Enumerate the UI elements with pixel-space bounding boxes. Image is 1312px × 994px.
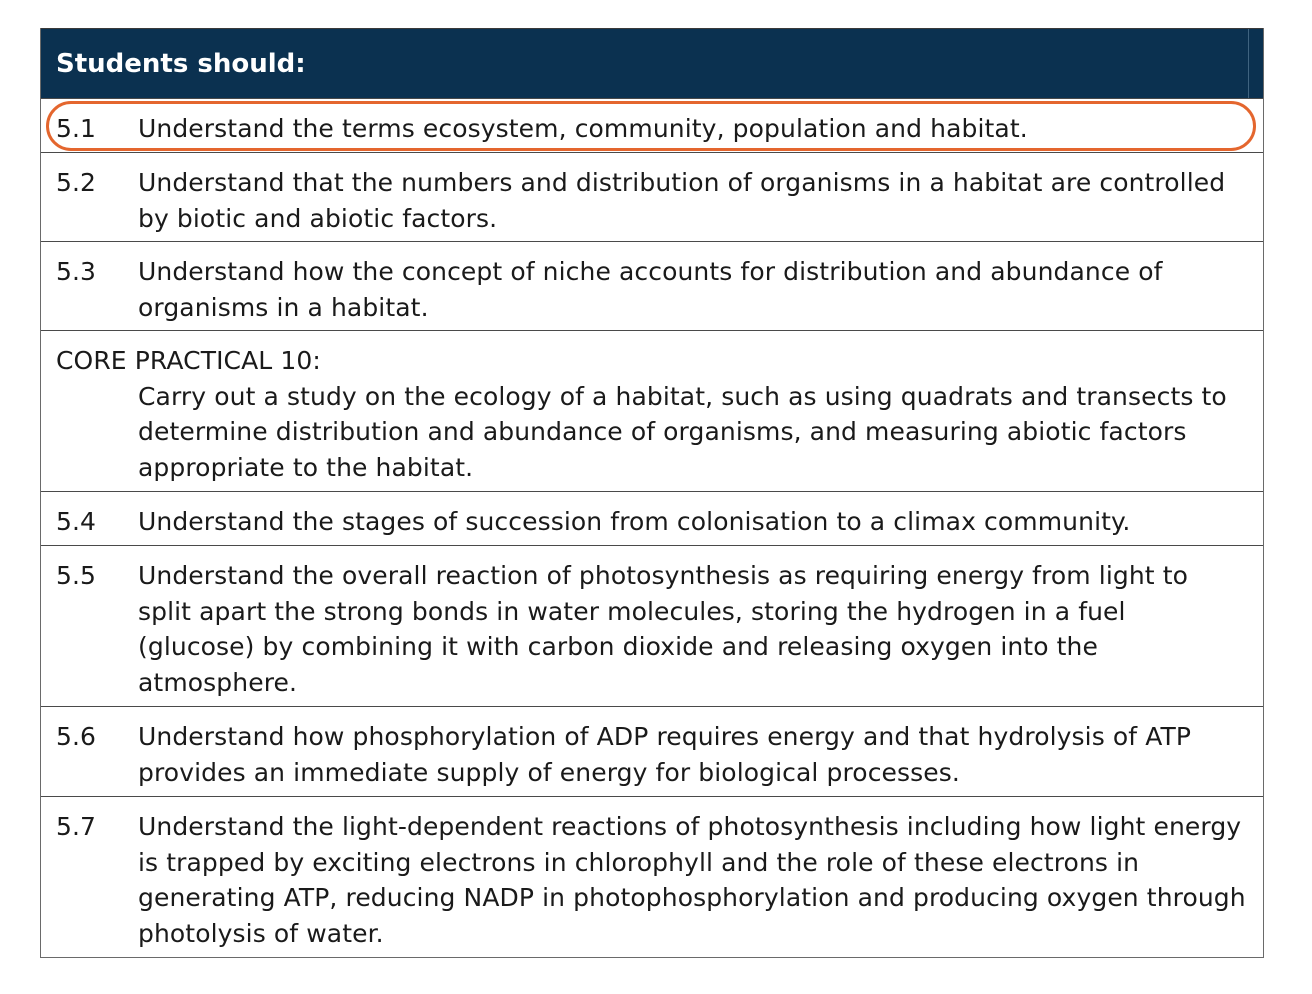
table-row-5-5 [41, 545, 1263, 706]
row-text: Understand the overall reaction of photosynthesis as requiring energy from light to split apart the strong bonds in water molecules, storing the hydrogen in a fuel (glucose) by combining it with carbon dioxide and releasing oxygen into the atmosphere. [138, 561, 1189, 697]
core-practical-title: CORE PRACTICAL 10: [56, 346, 321, 375]
row-text: Understand that the numbers and distribution of organisms in a habitat are controlled by biotic and abiotic factors. [138, 168, 1226, 233]
table-row-5-2 [41, 152, 1263, 241]
row-text: Understand the light-dependent reactions of photosynthesis including how light energy is trapped by exciting electrons in chlorophyll and the role of these electrons in generating ATP, reducing NADP in photophosphorylation and producing oxygen through photolysis of water. [138, 812, 1246, 948]
core-practical-text: Carry out a study on the ecology of a habitat, such as using quadrats and transects to determine distribution and abundance of organisms, and measuring abiotic factors appropriate to the habitat. [138, 381, 1227, 482]
row-text: Understand how the concept of niche accounts for distribution and abundance of organisms in a habitat. [138, 257, 1163, 322]
table-row-5-7 [41, 796, 1263, 957]
row-text: Understand the stages of succession from colonisation to a climax community. [138, 507, 1131, 536]
row-text: Understand the terms ecosystem, community, population and habitat. [138, 114, 1028, 143]
table-row-5-4 [41, 491, 1263, 545]
row-text: Understand how phosphorylation of ADP requires energy and that hydrolysis of ATP provides an immediate supply of energy for biological processes. [138, 722, 1192, 787]
row-number: 5.7 [56, 812, 97, 841]
row-number: 5.2 [56, 168, 97, 197]
table-row-5-1 [41, 98, 1263, 152]
row-number: 5.3 [56, 257, 97, 286]
table-header: Students should: [41, 28, 1263, 98]
table-row-5-6 [41, 706, 1263, 796]
table-row-5-3 [41, 241, 1263, 330]
row-number: 5.4 [56, 507, 97, 536]
row-number: 5.5 [56, 561, 97, 590]
row-number: 5.6 [56, 722, 97, 751]
row-number: 5.1 [56, 114, 97, 143]
specification-table [40, 28, 1264, 958]
core-practical-row [41, 330, 1263, 491]
